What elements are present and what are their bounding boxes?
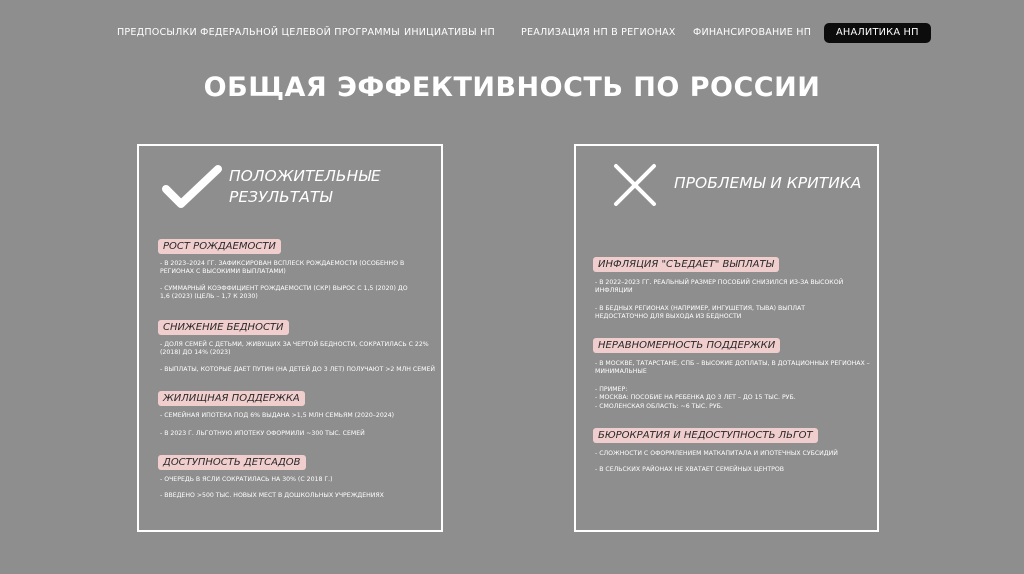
bullet-poverty-1: - ДОЛЯ СЕМЕЙ С ДЕТЬМИ, ЖИВУЩИХ ЗА ЧЕРТОЙ БЕДНОСТИ, СОКРАТИЛАСЬ С 22% (2018) ДО 14% (2023) — [160, 341, 429, 357]
bullet-housing-1: - СЕМЕЙНАЯ ИПОТЕКА ПОД 6% ВЫДАНА >1,5 МЛН СЕМЬЯМ (2020–2024) — [160, 412, 395, 419]
bullet-kindergartens-2: - ВВЕДЕНО >500 ТЫС. НОВЫХ МЕСТ В ДОШКОЛЬНЫХ УЧРЕЖДЕНИЯХ — [160, 492, 384, 499]
bullet-bureaucracy-1: - СЛОЖНОСТИ С ОФОРМЛЕНИЕМ МАТКАПИТАЛА И ИПОТЕЧНЫХ СУБСИДИЙ — [595, 450, 838, 457]
bullet-housing-2: - В 2023 Г. ЛЬГОТНУЮ ИПОТЕКУ ОФОРМИЛИ ~300 ТЫС. СЕМЕЙ — [160, 430, 365, 437]
positive-heading-line2: РЕЗУЛЬТАТЫ — [229, 188, 333, 206]
problems-heading: ПРОБЛЕМЫ И КРИТИКА — [674, 174, 862, 192]
problems-panel — [574, 144, 879, 532]
section-label-unevenness: НЕРАВНОМЕРНОСТЬ ПОДДЕРЖКИ — [593, 338, 780, 353]
bullet-birth-rate-2: - СУММАРНЫЙ КОЭФФИЦИЕНТ РОЖДАЕМОСТИ (СКР) ВЫРОС С 1,5 (2020) ДО 1,6 (2023) (ЦЕЛЬ – 1,7 К 2030) — [160, 285, 408, 301]
positive-heading-line1: ПОЛОЖИТЕЛЬНЫЕ — [229, 167, 381, 185]
bullet-inflation-2: - В БЕДНЫХ РЕГИОНАХ (НАПРИМЕР, ИНГУШЕТИЯ, ТЫВА) ВЫПЛАТ НЕДОСТАТОЧНО ДЛЯ ВЫХОДА ИЗ БЕДНОСТИ — [595, 305, 806, 321]
nav-item-analytics[interactable]: АНАЛИТИКА НП — [824, 23, 931, 43]
top-navigation — [0, 23, 1024, 43]
section-label-bureaucracy: БЮРОКРАТИЯ И НЕДОСТУПНОСТЬ ЛЬГОТ — [593, 428, 818, 443]
positive-heading — [229, 166, 381, 208]
bullet-bureaucracy-2: - В СЕЛЬСКИХ РАЙОНАХ НЕ ХВАТАЕТ СЕМЕЙНЫХ ЦЕНТРОВ — [595, 466, 784, 473]
cross-icon — [610, 160, 660, 210]
section-label-birth-rate: РОСТ РОЖДАЕМОСТИ — [158, 239, 281, 254]
nav-item-initiatives[interactable]: ИНИЦИАТИВЫ НП — [404, 27, 495, 38]
section-label-inflation: ИНФЛЯЦИЯ "СЪЕДАЕТ" ВЫПЛАТЫ — [593, 257, 779, 272]
section-label-kindergartens: ДОСТУПНОСТЬ ДЕТСАДОВ — [158, 455, 306, 470]
bullet-inflation-1: - В 2022–2023 ГГ. РЕАЛЬНЫЙ РАЗМЕР ПОСОБИЙ СНИЗИЛСЯ ИЗ-ЗА ВЫСОКОЙ ИНФЛЯЦИИ — [595, 279, 844, 295]
page-title: ОБЩАЯ ЭФФЕКТИВНОСТЬ ПО РОССИИ — [203, 72, 821, 103]
nav-item-prerequisites[interactable]: ПРЕДПОСЫЛКИ ФЕДЕРАЛЬНОЙ ЦЕЛЕВОЙ ПРОГРАММЫ — [117, 27, 400, 38]
bullet-birth-rate-1: - В 2023–2024 ГГ. ЗАФИКСИРОВАН ВСПЛЕСК РОЖДАЕМОСТИ (ОСОБЕННО В РЕГИОНАХ С ВЫСОКИМИ ВЫПЛАТАМИ) — [160, 260, 405, 276]
bullet-unevenness-2: - ПРИМЕР: - МОСКВА: ПОСОБИЕ НА РЕБЕНКА ДО 3 ЛЕТ – ДО 15 ТЫС. РУБ. - СМОЛЕНСКАЯ ОБЛАСТЬ: ~6 ТЫС. РУБ. — [595, 386, 796, 410]
nav-item-regions[interactable]: РЕАЛИЗАЦИЯ НП В РЕГИОНАХ — [521, 27, 676, 38]
checkmark-icon — [161, 164, 223, 210]
bullet-kindergartens-1: - ОЧЕРЕДЬ В ЯСЛИ СОКРАТИЛАСЬ НА 30% (С 2018 Г.) — [160, 476, 333, 483]
nav-item-financing[interactable]: ФИНАНСИРОВАНИЕ НП — [693, 27, 812, 38]
section-label-housing: ЖИЛИЩНАЯ ПОДДЕРЖКА — [158, 391, 305, 406]
bullet-poverty-2: - ВЫПЛАТЫ, КОТОРЫЕ ДАЕТ ПУТИН (НА ДЕТЕЙ ДО 3 ЛЕТ) ПОЛУЧАЮТ >2 МЛН СЕМЕЙ — [160, 366, 436, 373]
positive-results-panel — [137, 144, 443, 532]
section-label-poverty: СНИЖЕНИЕ БЕДНОСТИ — [158, 320, 289, 335]
bullet-unevenness-1: - В МОСКВЕ, ТАТАРСТАНЕ, СПБ – ВЫСОКИЕ ДОПЛАТЫ, В ДОТАЦИОННЫХ РЕГИОНАХ – МИНИМАЛЬНЫЕ — [595, 360, 870, 376]
